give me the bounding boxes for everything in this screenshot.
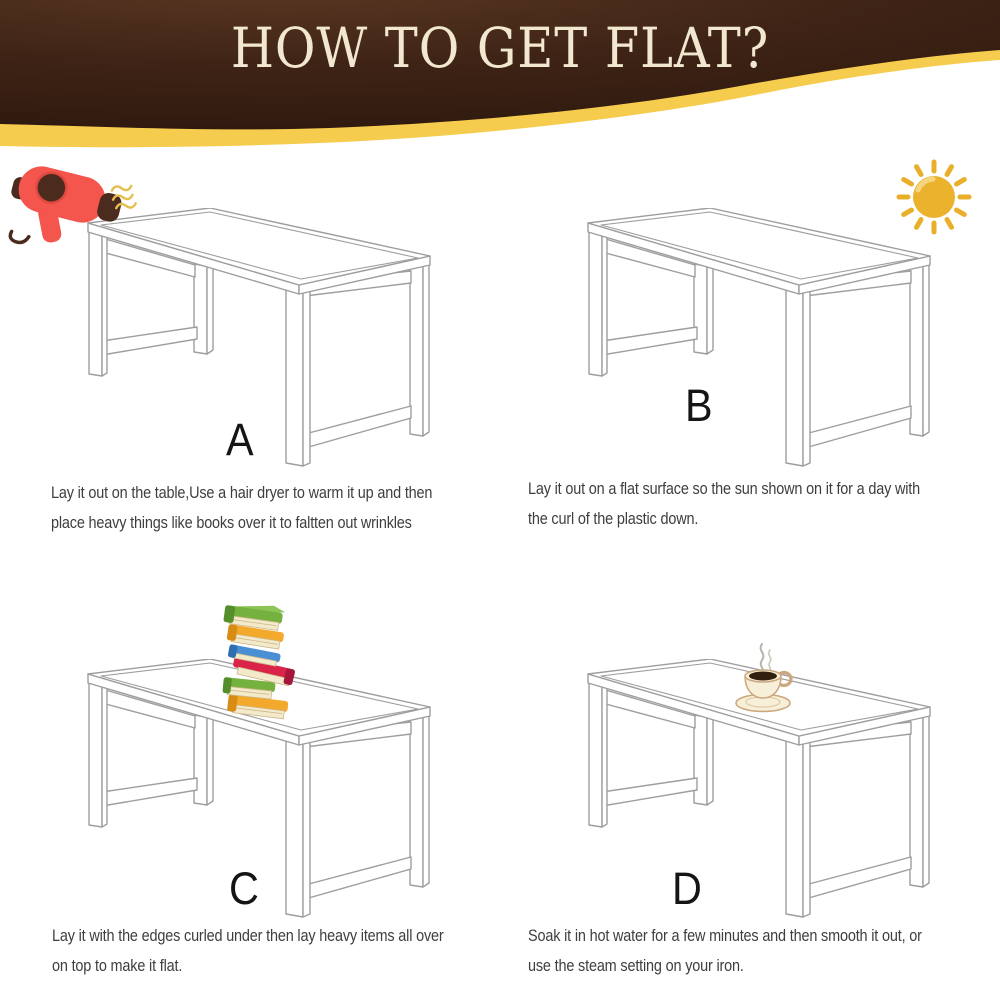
- caption-c: [52, 921, 444, 981]
- caption-c-line2: on top to make it flat.: [52, 956, 183, 975]
- step-label-a: A: [226, 414, 254, 465]
- caption-d: [528, 921, 922, 981]
- caption-b-line1: Lay it out on a flat surface so the sun shown on it for a day with: [528, 479, 921, 498]
- hair-dryer-icon: [8, 158, 140, 260]
- caption-a-line1: Lay it out on the table,Use a hair dryer to warm it up and then: [51, 483, 433, 502]
- step-label-d: D: [672, 863, 702, 914]
- caption-d-line1: Soak it in hot water for a few minutes and then smooth it out, or: [528, 926, 922, 945]
- coffee-cup-icon: [731, 640, 797, 716]
- caption-b-line2: the curl of the plastic down.: [528, 509, 699, 528]
- caption-a: [51, 478, 432, 538]
- book-stack-icon: [215, 598, 315, 720]
- caption-a-line2: place heavy things like books over it to faltten out wrinkles: [51, 513, 412, 532]
- caption-d-line2: use the steam setting on your iron.: [528, 956, 744, 975]
- caption-b: [528, 474, 920, 534]
- step-label-b: B: [685, 380, 713, 431]
- sun-icon: [891, 156, 977, 242]
- page-title: HOW TO GET FLAT?: [230, 16, 770, 80]
- step-label-c: C: [229, 863, 259, 914]
- caption-c-line1: Lay it with the edges curled under then lay heavy items all over: [52, 926, 444, 945]
- desk-illustration-b: [587, 208, 931, 471]
